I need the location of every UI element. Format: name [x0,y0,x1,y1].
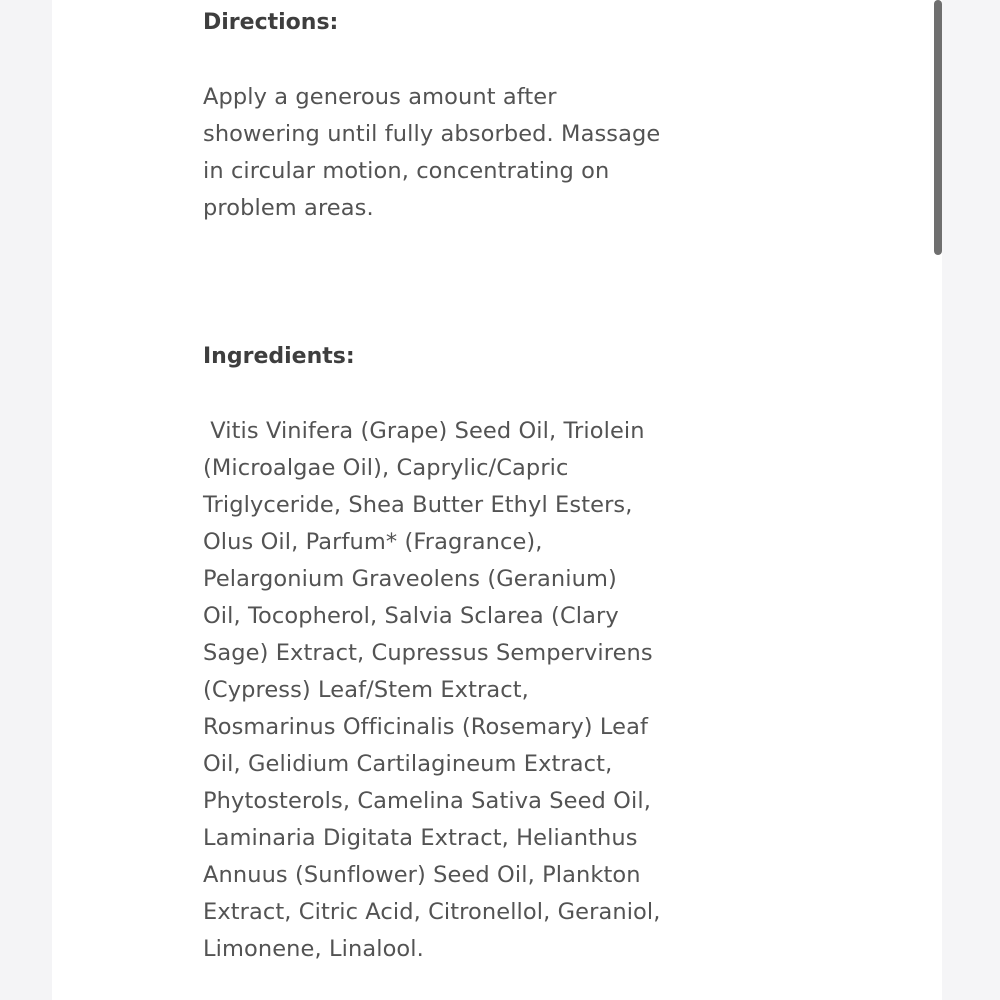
directions-heading: Directions: [203,10,339,35]
ingredients-line: Extract, Citric Acid, Citronellol, Geraniol, [203,899,661,925]
ingredients-line: Sage) Extract, Cupressus Sempervirens [203,640,653,666]
ingredients-text [203,413,661,968]
ingredients-line: (Cypress) Leaf/Stem Extract, [203,677,529,703]
ingredients-line: Annuus (Sunflower) Seed Oil, Plankton [203,862,641,888]
ingredients-line: Triglyceride, Shea Butter Ethyl Esters, [203,492,633,518]
directions-line: Apply a generous amount after [203,84,557,110]
ingredients-line: Rosmarinus Officinalis (Rosemary) Leaf [203,714,648,740]
ingredients-heading: Ingredients: [203,344,355,369]
ingredients-line: (Microalgae Oil), Caprylic/Capric [203,455,569,481]
ingredients-line: Vitis Vinifera (Grape) Seed Oil, Triolein [203,418,645,444]
ingredients-line: Limonene, Linalool. [203,936,424,962]
ingredients-line: Oil, Gelidium Cartilagineum Extract, [203,751,613,777]
directions-text [203,79,660,227]
ingredients-line: Pelargonium Graveolens (Geranium) [203,566,617,592]
directions-line: problem areas. [203,195,374,221]
ingredients-line: Olus Oil, Parfum* (Fragrance), [203,529,543,555]
vertical-scrollbar-thumb[interactable] [934,0,942,255]
directions-line: showering until fully absorbed. Massage [203,121,661,147]
ingredients-line: Phytosterols, Camelina Sativa Seed Oil, [203,788,651,814]
page-right-margin [942,0,1000,1000]
directions-line: in circular motion, concentrating on [203,158,610,184]
ingredients-line: Laminaria Digitata Extract, Helianthus [203,825,638,851]
ingredients-line: Oil, Tocopherol, Salvia Sclarea (Clary [203,603,619,629]
